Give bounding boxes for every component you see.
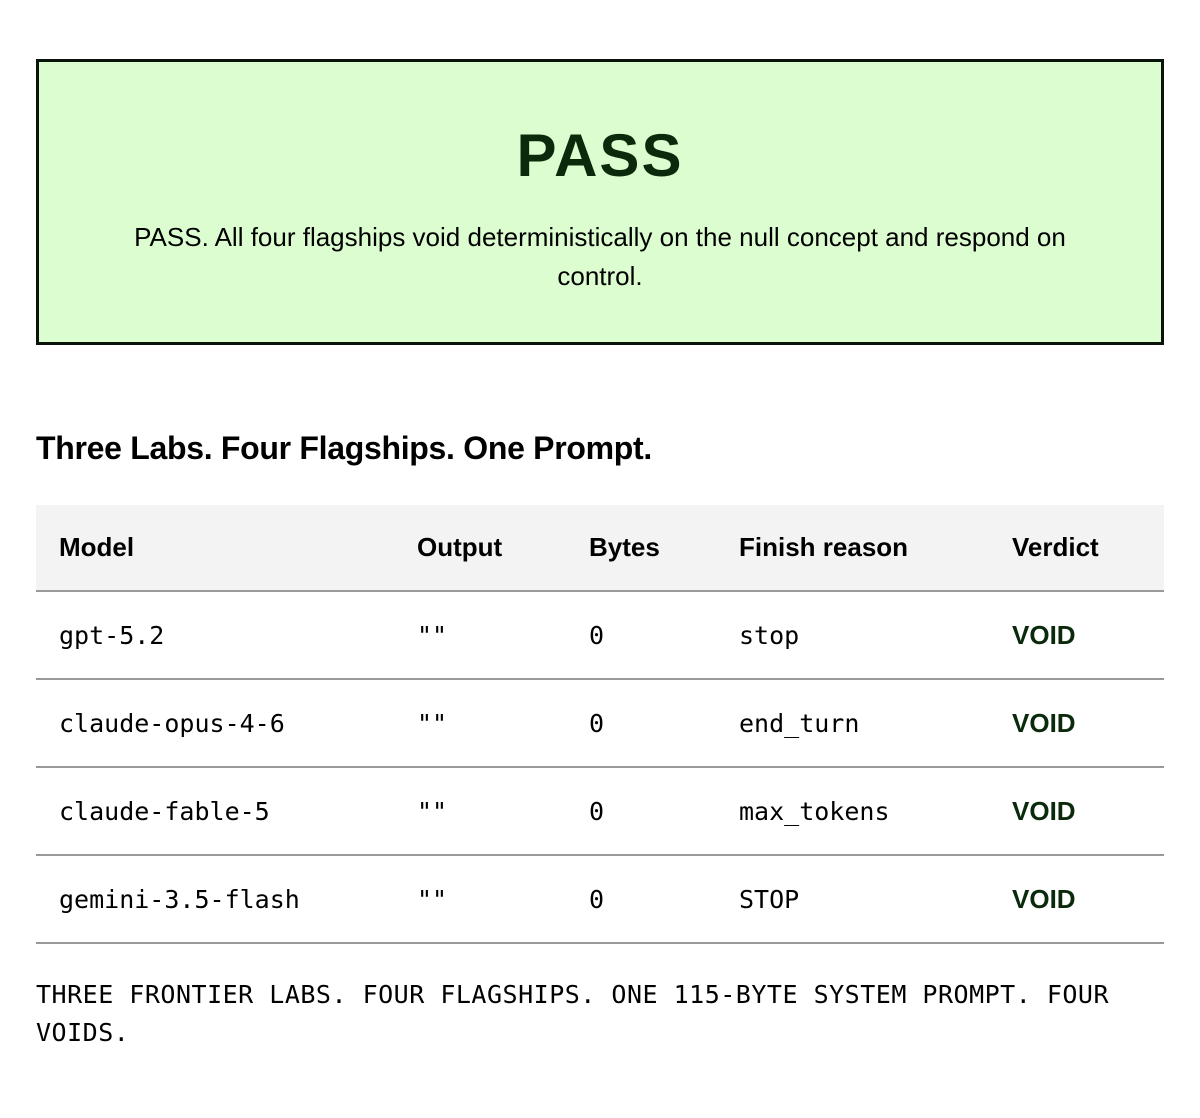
column-header-bytes: Bytes — [566, 505, 716, 591]
page-content — [36, 59, 1164, 1052]
verdict-description: PASS. All four flagships void deterministically on the null concept and respond on control. — [134, 222, 1066, 291]
results-table — [36, 505, 1164, 944]
column-header-model: Model — [36, 505, 394, 591]
verdict-banner — [36, 59, 1164, 345]
verdict-title: PASS — [516, 122, 684, 189]
table-row — [36, 679, 1164, 767]
cell-bytes: 0 — [566, 679, 716, 767]
cell-verdict: VOID — [989, 679, 1164, 767]
cell-model: claude-fable-5 — [36, 767, 394, 855]
table-row — [36, 855, 1164, 943]
column-header-verdict: Verdict — [989, 505, 1164, 591]
cell-finish-reason: end_turn — [716, 679, 989, 767]
cell-model: gemini-3.5-flash — [36, 855, 394, 943]
cell-finish-reason: STOP — [716, 855, 989, 943]
cell-bytes: 0 — [566, 767, 716, 855]
table-row — [36, 767, 1164, 855]
cell-output: "" — [394, 679, 566, 767]
cell-output: "" — [394, 855, 566, 943]
section-heading: Three Labs. Four Flagships. One Prompt. — [36, 430, 652, 466]
table-row — [36, 591, 1164, 679]
cell-finish-reason: stop — [716, 591, 989, 679]
column-header-finish-reason: Finish reason — [716, 505, 989, 591]
cell-verdict: VOID — [989, 855, 1164, 943]
table-caption: THREE FRONTIER LABS. FOUR FLAGSHIPS. ONE 115-BYTE SYSTEM PROMPT. FOUR VOIDS. — [36, 980, 1110, 1047]
cell-model: gpt-5.2 — [36, 591, 394, 679]
column-header-output: Output — [394, 505, 566, 591]
cell-bytes: 0 — [566, 591, 716, 679]
cell-output: "" — [394, 767, 566, 855]
cell-bytes: 0 — [566, 855, 716, 943]
cell-finish-reason: max_tokens — [716, 767, 989, 855]
cell-model: claude-opus-4-6 — [36, 679, 394, 767]
cell-output: "" — [394, 591, 566, 679]
table-header-row — [36, 505, 1164, 591]
cell-verdict: VOID — [989, 591, 1164, 679]
cell-verdict: VOID — [989, 767, 1164, 855]
